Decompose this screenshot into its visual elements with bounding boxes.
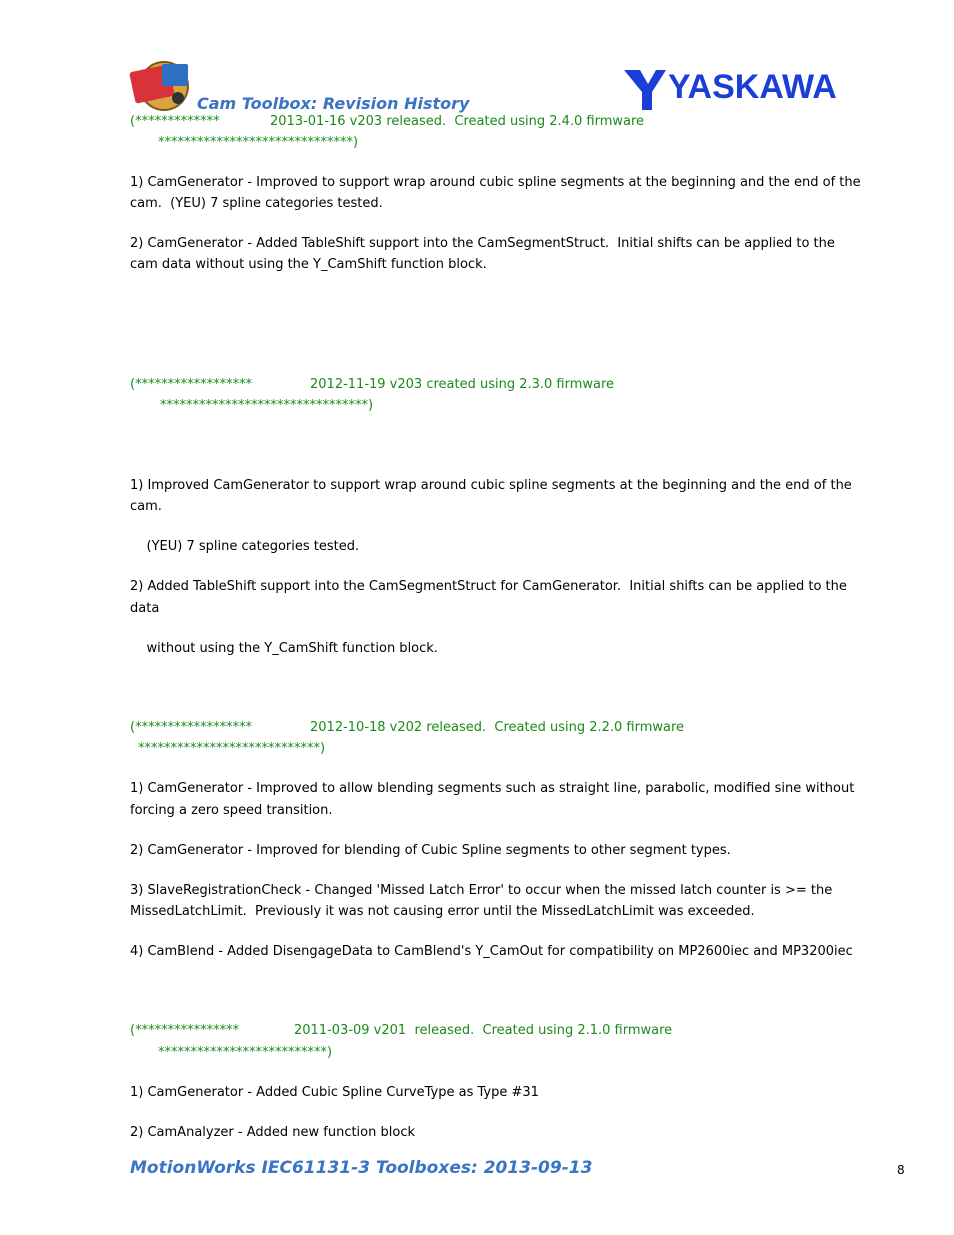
- section-2-item: 2) Added TableShift support into the CamSegmentStruct for CamGenerator. Initial shifts can be applied to the: [130, 579, 847, 594]
- section-2-item: without using the Y_CamShift function block.: [130, 641, 438, 656]
- footer-title: MotionWorks IEC61131-3 Toolboxes: 2013-09-13: [130, 1158, 593, 1178]
- section-4-heading-text: 2011-03-09 v201 released. Created using 2.1.0 firmware: [294, 1023, 673, 1038]
- section-1-item: cam data without using the Y_CamShift function block.: [130, 257, 487, 272]
- section-4-heading-stars: (****************: [130, 1023, 240, 1038]
- page-number: 8: [897, 1163, 905, 1177]
- section-3-heading-stars: (******************: [130, 720, 253, 735]
- section-3-heading-stars-end: ****************************): [138, 741, 326, 756]
- section-4-item: 1) CamGenerator - Added Cubic Spline CurveType as Type #31: [130, 1085, 539, 1100]
- section-3-item: 4) CamBlend - Added DisengageData to CamBlend's Y_CamOut for compatibility on MP2600iec and MP3200iec: [130, 944, 853, 959]
- section-3-item: 2) CamGenerator - Improved for blending of Cubic Spline segments to other segment types.: [130, 843, 731, 858]
- section-2-heading-stars: (******************: [130, 377, 253, 392]
- section-1-heading-text: 2013-01-16 v203 released. Created using 2.4.0 firmware: [270, 114, 645, 129]
- section-1-item: 2) CamGenerator - Added TableShift support into the CamSegmentStruct. Initial shifts can be applied to the: [130, 236, 835, 251]
- section-2-item: 1) Improved CamGenerator to support wrap around cubic spline segments at the beginning and the end of the: [130, 478, 852, 493]
- section-4-item: 2) CamAnalyzer - Added new function block: [130, 1125, 415, 1140]
- section-1-heading-stars: (*************: [130, 114, 220, 129]
- section-1-heading-stars-end: ******************************): [158, 135, 359, 150]
- yaskawa-logo: [622, 66, 844, 112]
- section-3-item: forcing a zero speed transition.: [130, 803, 333, 818]
- section-2-heading-text: 2012-11-19 v203 created using 2.3.0 firmware: [310, 377, 615, 392]
- page-header-title: Cam Toolbox: Revision History: [197, 94, 470, 113]
- brand-text: YASKAWA: [668, 68, 837, 106]
- section-1-item: cam. (YEU) 7 spline categories tested.: [130, 196, 383, 211]
- section-3-heading-text: 2012-10-18 v202 released. Created using 2.2.0 firmware: [310, 720, 685, 735]
- cam-toolbox-logo: [128, 58, 200, 112]
- section-2-item: (YEU) 7 spline categories tested.: [130, 539, 360, 554]
- section-2-item: data: [130, 601, 160, 616]
- section-2-item: cam.: [130, 499, 162, 514]
- section-4-heading-stars-end: **************************): [158, 1045, 333, 1060]
- section-3-item: MissedLatchLimit. Previously it was not causing error until the MissedLatchLimit was exceeded.: [130, 904, 755, 919]
- section-2-heading-stars-end: ********************************): [160, 398, 374, 413]
- section-3-item: 1) CamGenerator - Improved to allow blending segments such as straight line, parabolic, modified sine without: [130, 781, 855, 796]
- section-3-item: 3) SlaveRegistrationCheck - Changed 'Missed Latch Error' to occur when the missed latch counter is >= the: [130, 883, 833, 898]
- section-1-item: 1) CamGenerator - Improved to support wrap around cubic spline segments at the beginning and the end of the: [130, 175, 861, 190]
